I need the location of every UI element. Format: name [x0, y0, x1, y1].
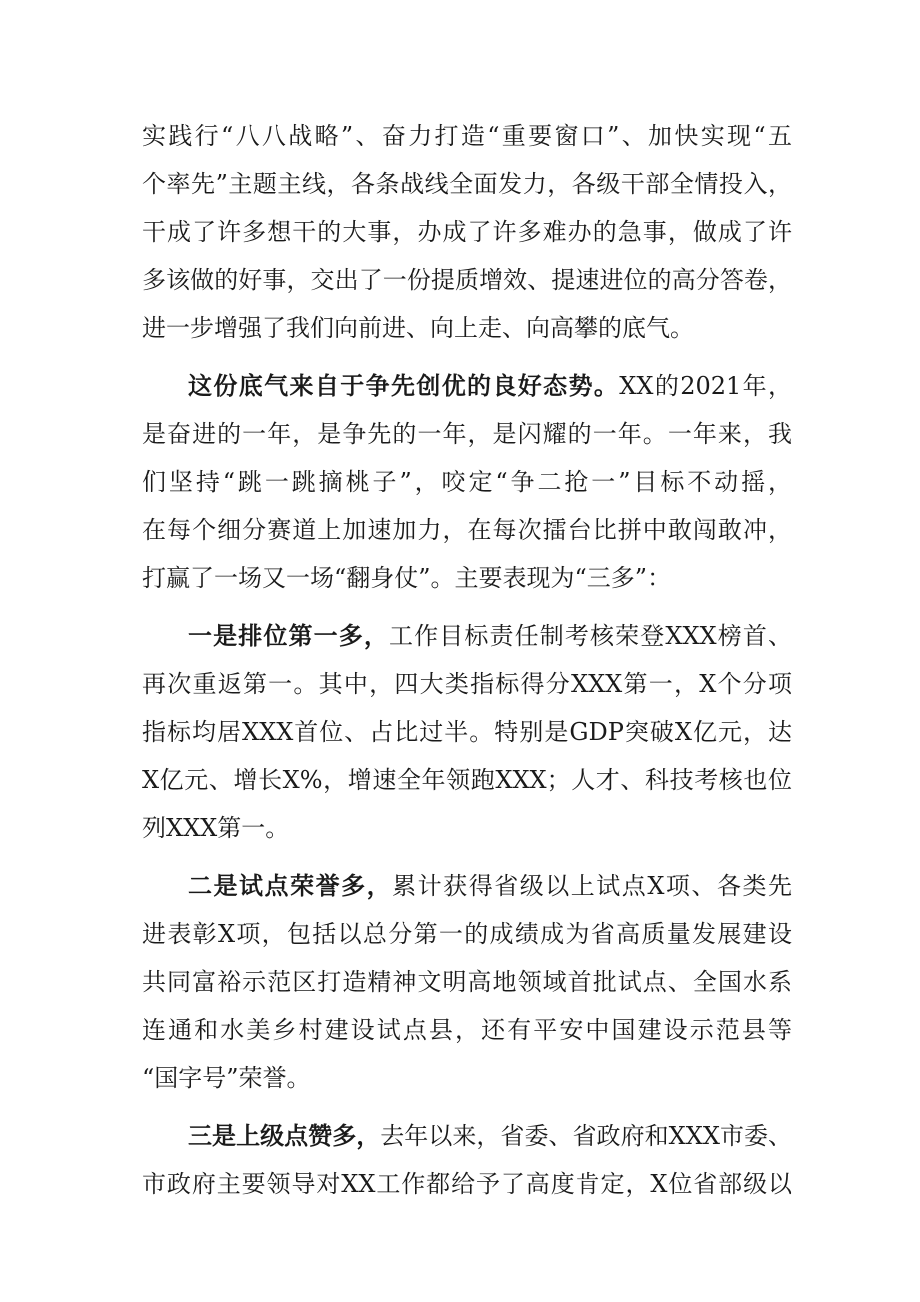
paragraph-lead-text: 累计获得省级以上试点X项、各类先	[392, 872, 792, 900]
paragraph-lead-heading: 这份底气来自于争先创优的良好态势。	[188, 371, 620, 400]
text-line: 多该做的好事，交出了一份提质增效、提速进位的高分答卷，	[142, 266, 792, 294]
text-line: 个率先”主题主线，各条战线全面发力，各级干部全情投入，	[142, 170, 792, 198]
text-line: 共同富裕示范区打造精神文明高地领域首批试点、全国水系	[142, 968, 792, 996]
text-line: 连通和水美乡村建设试点县，还有平安中国建设示范县等	[142, 1016, 792, 1044]
text-line: 列XXX第一。	[142, 814, 290, 842]
text-line: 们坚持“跳一跳摘桃子”，咬定“争二抢一”目标不动摇，	[142, 468, 792, 496]
paragraph-lead-heading: 二是试点荣誉多，	[188, 871, 393, 900]
text-line: X亿元、增长X%，增速全年领跑XXX；人才、科技考核也位	[142, 766, 792, 794]
text-line	[142, 862, 792, 910]
text-line: 在每个细分赛道上加速加力，在每次擂台比拼中敢闯敢冲，	[142, 516, 792, 544]
text-line: 市政府主要领导对XX工作都给予了高度肯定，X位省部级以	[142, 1170, 792, 1198]
text-line: 实践行“八八战略”、奋力打造“重要窗口”、加快实现“五	[142, 122, 792, 150]
text-line: 再次重返第一。其中，四大类指标得分XXX第一，X个分项	[142, 670, 792, 698]
text-line: 打赢了一场又一场“翻身仗”。主要表现为“三多”：	[142, 564, 672, 592]
text-line: 是奋进的一年，是争先的一年，是闪耀的一年。一年来，我	[142, 420, 792, 448]
paragraph-praise	[142, 1112, 792, 1208]
paragraph-honors	[142, 862, 792, 1102]
paragraph-momentum	[142, 362, 792, 602]
paragraph-lead-heading: 三是上级点赞多，	[188, 1121, 381, 1150]
text-line: 指标均居XXX首位、占比过半。特别是GDP突破X亿元，达	[142, 718, 792, 746]
paragraph-lead-text: 去年以来，省委、省政府和XXX市委、	[380, 1122, 793, 1150]
paragraph-lead-text: XX的2021年，	[619, 372, 793, 400]
text-line	[142, 362, 792, 410]
text-line: 进表彰X项，包括以总分第一的成绩成为省高质量发展建设	[142, 920, 792, 948]
text-line: 干成了许多想干的大事，办成了许多难办的急事，做成了许	[142, 218, 792, 246]
paragraph-intro	[142, 112, 792, 352]
text-line: “国字号”荣誉。	[142, 1064, 311, 1092]
paragraph-lead-text: 工作目标责任制考核荣登XXX榜首、	[389, 622, 792, 650]
document-body	[142, 112, 792, 1208]
paragraph-lead-heading: 一是排位第一多，	[188, 621, 389, 650]
text-line	[142, 612, 792, 660]
text-line	[142, 1112, 792, 1160]
paragraph-ranking	[142, 612, 792, 852]
text-line: 进一步增强了我们向前进、向上走、向高攀的底气。	[142, 314, 694, 342]
